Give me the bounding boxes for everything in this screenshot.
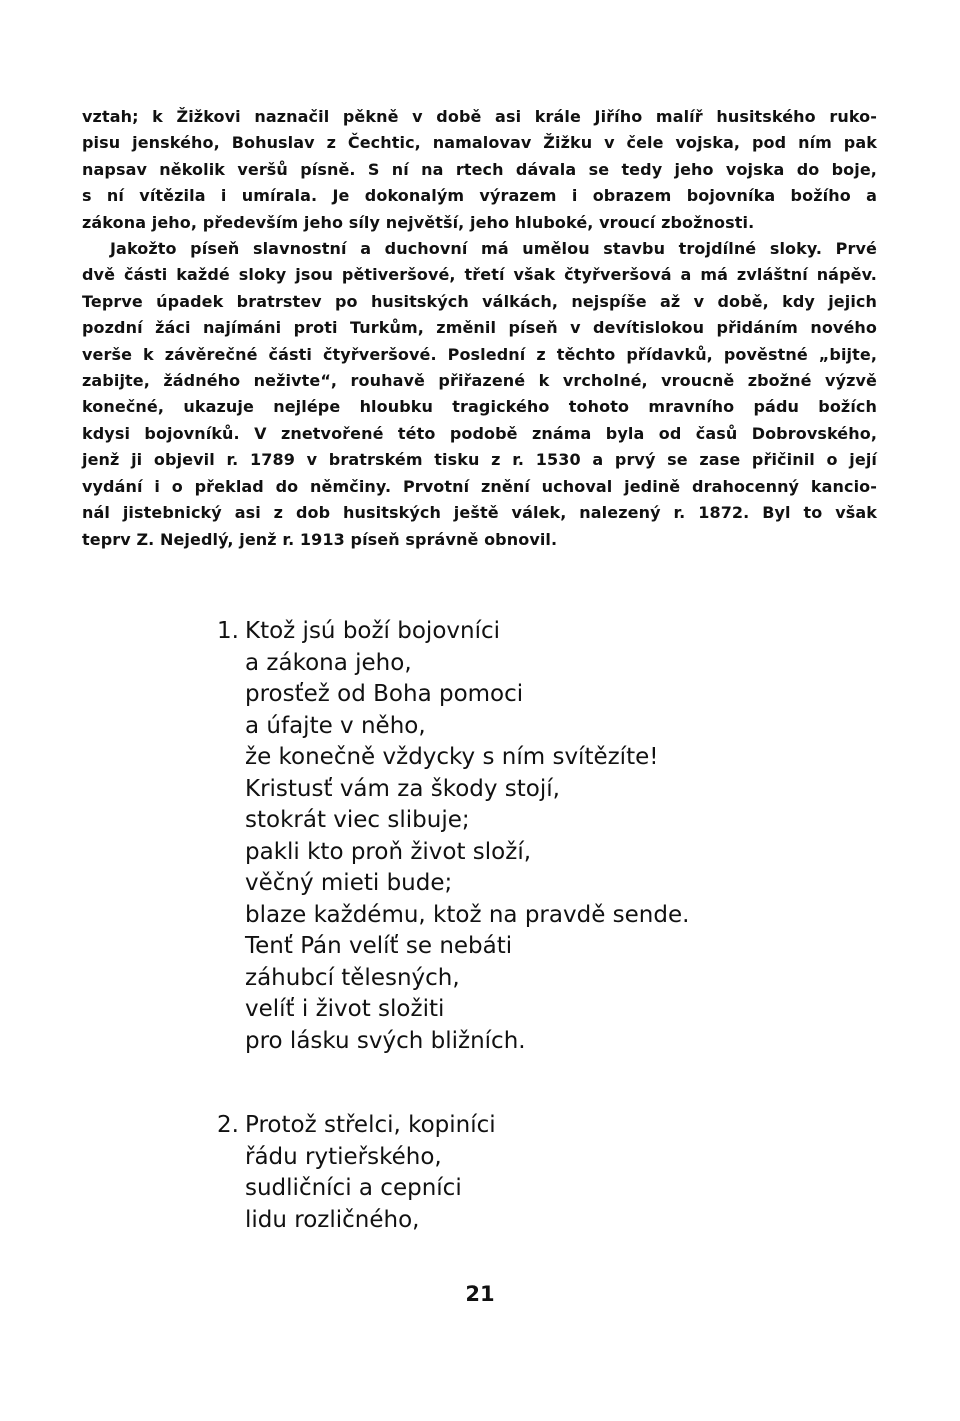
verse-line: Protož střelci, kopiníci <box>245 1112 496 1138</box>
introduction-text <box>82 104 877 553</box>
prose-line: konečné, ukazuje nejlépe hloubku tragického tohoto mravního pádu božích <box>82 397 877 417</box>
verse-line: sudličníci a cepníci <box>245 1175 462 1201</box>
verse-line: pro lásku svých bližních. <box>245 1027 526 1054</box>
prose-line: zákona jeho, především jeho síly největší, jeho hluboké, vroucí zbožnosti. <box>82 212 755 232</box>
prose-line: nál jistebnický asi z dob husitských ještě válek, nalezený r. 1872. Byl to však <box>82 503 877 523</box>
prose-line: pozdní žáci najímáni proti Turkům, změnil píseň v devítislokou přidáním nového <box>82 318 877 338</box>
verse-line: věčný mieti bude; <box>245 870 453 896</box>
verse-line: Ktož jsú boží bojovníci <box>245 618 501 644</box>
prose-line: Teprve úpadek bratrstev po husitských válkách, nejspíše až v době, kdy jejich <box>82 291 877 311</box>
stanza-number: 2. <box>217 1112 239 1138</box>
prose-line: dvě části každé sloky jsou pětiveršové, třetí však čtyřveršová a má zvláštní nápěv. <box>82 265 877 285</box>
verse-line: velíť i život složiti <box>245 996 445 1022</box>
verse-line: záhubcí tělesných, <box>245 964 460 991</box>
verse-line: řádu rytieřského, <box>245 1143 442 1170</box>
prose-line: kdysi bojovníků. V znetvořené této podobě známa byla od časů Dobrovského, <box>82 423 877 443</box>
prose-line: vztah; k Žižkovi naznačil pěkně v době asi krále Jiřího malíř husitského ruko- <box>82 107 877 126</box>
prose-line: Jakožto píseň slavnostní a duchovní má umělou stavbu trojdílné sloky. Prvé <box>110 239 877 259</box>
verse-line: a úfajte v něho, <box>245 712 426 739</box>
prose-line: napsav několik veršů písně. S ní na rtech dávala se tedy jeho vojska do boje, <box>82 159 877 179</box>
verse-line: Kristusť vám za škody stojí, <box>245 775 560 802</box>
prose-line: verše k závěrečné části čtyřveršové. Poslední z těchto přídavků, pověstné „bijte, <box>82 344 877 364</box>
verse-line: lidu rozličného, <box>245 1206 420 1233</box>
prose-line: s ní vítězila i umírala. Je dokonalým výrazem i obrazem bojovníka božího a <box>82 186 877 206</box>
verse-line: prosťež od Boha pomoci <box>245 681 524 707</box>
prose-line: pisu jenského, Bohuslav z Čechtic, namalovav Žižku v čele vojska, pod ním pak <box>82 133 877 153</box>
stanza-1 <box>217 616 777 1057</box>
stanza-2 <box>217 1110 777 1236</box>
verse-line: stokrát viec slibuje; <box>245 807 470 833</box>
prose-line: vydání i o překlad do němčiny. Prvotní znění uchoval jedině drahocenný kancio- <box>82 476 877 496</box>
stanza-number: 1. <box>217 618 239 644</box>
verse-line: Tenť Pán velíť se nebáti <box>245 933 513 959</box>
verse-line: pakli kto proň život složí, <box>245 838 532 865</box>
verse-line: že konečně vždycky s ním svítězíte! <box>245 744 659 770</box>
prose-line: teprv Z. Nejedlý, jenž r. 1913 píseň správně obnovil. <box>82 529 558 549</box>
prose-line: jenž ji objevil r. 1789 v bratrském tisku z r. 1530 a prvý se zase přičinil o její <box>82 450 877 470</box>
prose-line: zabijte, žádného neživte“, rouhavě přiřazené k vrcholné, vroucně zbožné výzvě <box>82 371 877 391</box>
page-number: 21 <box>465 1282 495 1306</box>
verse-line: blaze každému, ktož na pravdě sende. <box>245 901 690 928</box>
verse-line: a zákona jeho, <box>245 649 412 676</box>
